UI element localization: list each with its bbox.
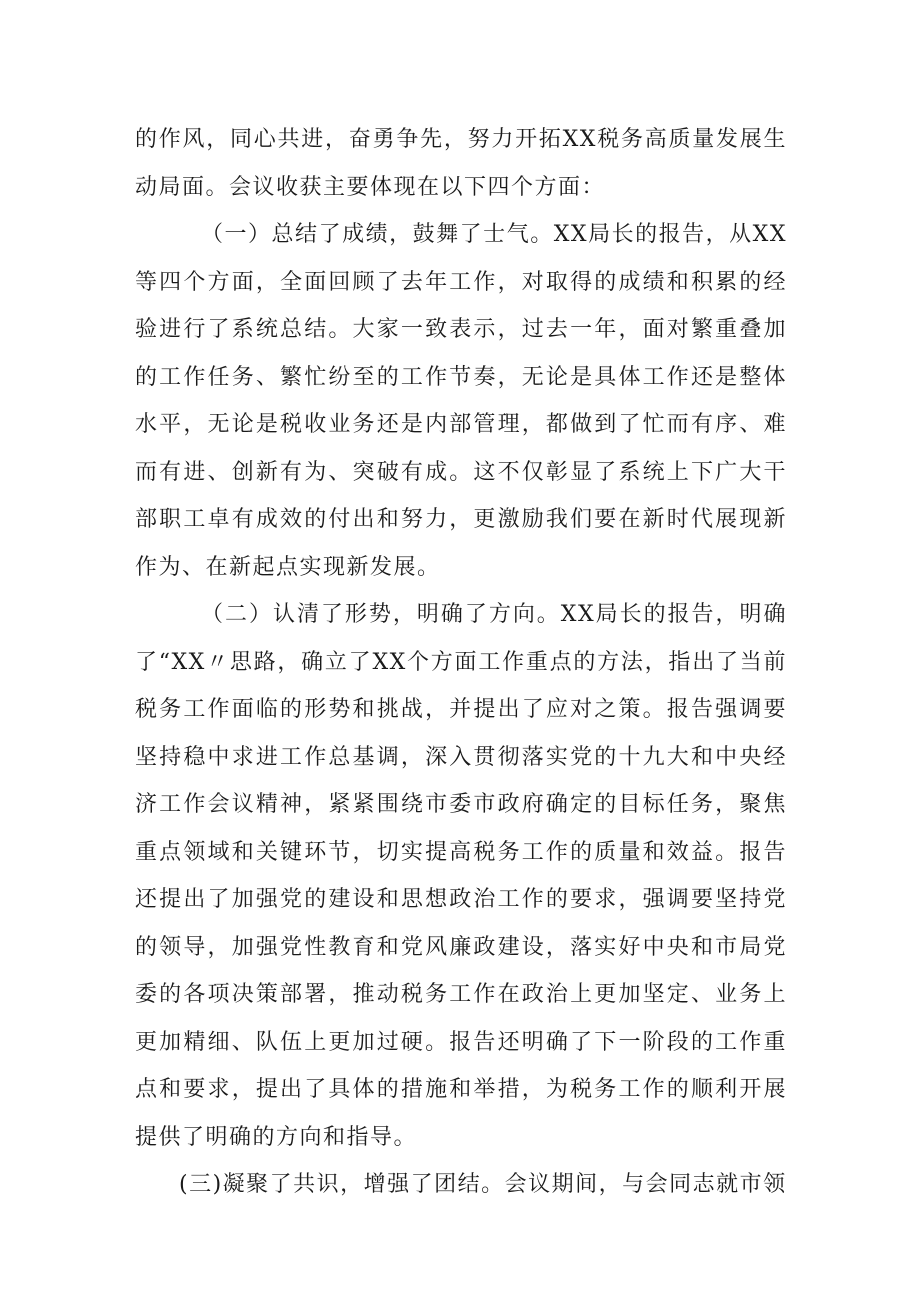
paragraph-section-three: (三)凝聚了共识，增强了团结。会议期间，与会同志就市领 [179,1172,787,1197]
document-body [135,116,787,1209]
paragraph-section-one: （一）总结了成绩，鼓舞了士气。XX局长的报告，从XX等四个方面，全面回顾了去年工作，对取得的成绩和积累的经验进行了系统总结。大家一致表示，过去一年，面对繁重叠加的工作任务、繁忙纷至的工作节奏，无论是具体工作还是整体水平，无论是税收业务还是内部管理，都做到了忙而有序、难而有进、创新有为、突破有成。这不仅彰显了系统上下广大干部职工卓有成效的付出和努力，更激励我们要在新时代展现新作为、在新起点实现新发展。 [135,222,787,580]
paragraph-section-two: （二）认清了形势，明确了方向。XX局长的报告，明确了“XX〃思路，确立了XX个方面工作重点的方法，指出了当前税务工作面临的形势和挑战，并提出了应对之策。报告强调要坚持稳中求进工作总基调，深入贯彻落实党的十九大和中央经济工作会议精神，紧紧围绕市委市政府确定的目标任务，聚焦重点领域和关键环节，切实提高税务工作的质量和效益。报告还提出了加强党的建设和思想政治工作的要求，强调要坚持党的领导，加强党性教育和党风廉政建设，落实好中央和市局党委的各项决策部署，推动税务工作在政治上更加坚定、业务上更加精细、队伍上更加过硬。报告还明确了下一阶段的工作重点和要求，提出了具体的措施和举措，为税务工作的顺利开展提供了明确的方向和指导。 [135,602,787,1150]
paragraph-continuation: 的作风，同心共进，奋勇争先，努力开拓XX税务高质量发展生动局面。会议收获主要体现在以下四个方面： [135,127,787,200]
